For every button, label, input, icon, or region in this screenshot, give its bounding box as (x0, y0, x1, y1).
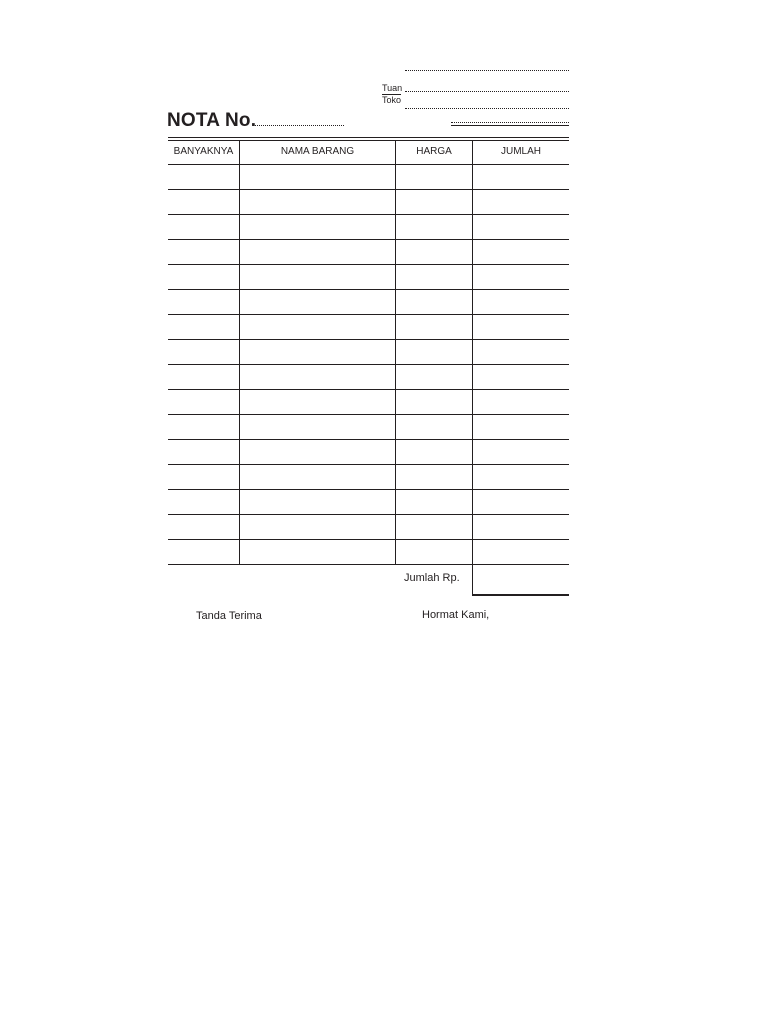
table-row-line (168, 564, 569, 565)
column-divider-2 (395, 140, 396, 564)
column-header-banyaknya: BANYAKNYA (173, 146, 234, 157)
table-top-rule-1 (168, 137, 569, 138)
tuan-label: Tuan (382, 83, 403, 93)
table-row-line (168, 489, 569, 490)
nota-number-line (255, 125, 344, 126)
column-header-nama-barang: NAMA BARANG (280, 146, 355, 157)
address-line-3 (405, 108, 569, 109)
receiver-label: Tanda Terima (196, 610, 262, 622)
address-line-2 (405, 91, 569, 92)
table-row-line (168, 164, 569, 165)
table-row-line (168, 389, 569, 390)
table-row-line (168, 339, 569, 340)
table-row-line (168, 514, 569, 515)
table-row-line (168, 364, 569, 365)
sender-label: Hormat Kami, (422, 609, 490, 621)
date-underline (451, 125, 569, 126)
table-row-line (168, 264, 569, 265)
address-line-1 (405, 70, 569, 71)
column-divider-3 (472, 140, 473, 594)
table-row-line (168, 439, 569, 440)
table-row-line (168, 414, 569, 415)
column-divider-1 (239, 140, 240, 564)
table-top-rule-2 (168, 140, 569, 141)
table-row-line (168, 539, 569, 540)
table-row-line (168, 289, 569, 290)
date-line (451, 122, 569, 123)
total-label: Jumlah Rp. (404, 572, 460, 584)
toko-label: Toko (382, 95, 402, 105)
total-underline (472, 594, 569, 596)
table-row-line (168, 464, 569, 465)
table-row-line (168, 189, 569, 190)
table-row-line (168, 214, 569, 215)
nota-title: NOTA No. (167, 110, 257, 131)
column-header-jumlah: JUMLAH (500, 146, 541, 157)
table-row-line (168, 314, 569, 315)
table-row-line (168, 239, 569, 240)
column-header-harga: HARGA (416, 146, 452, 157)
